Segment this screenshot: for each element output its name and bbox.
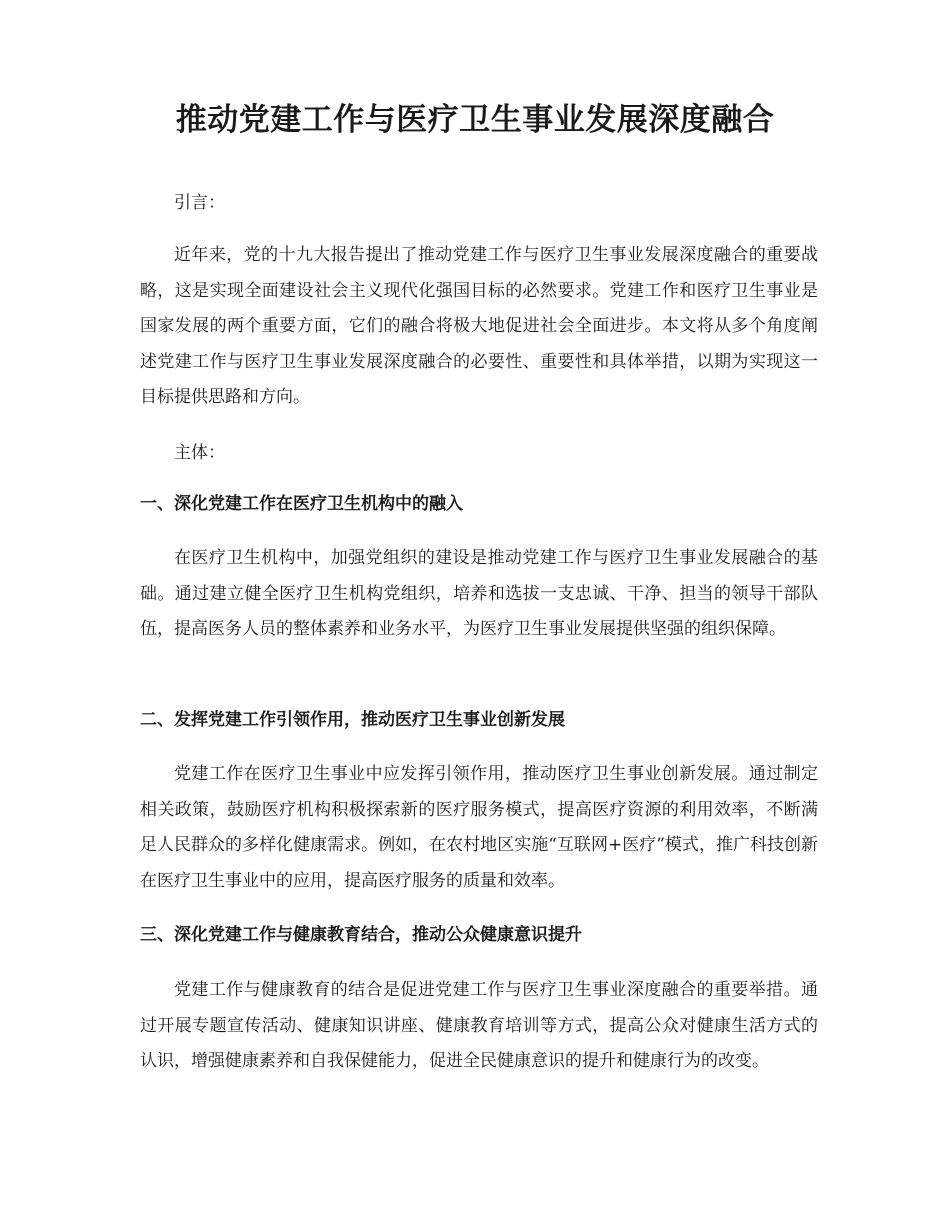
intro-paragraph: 近年来，党的十九大报告提出了推动党建工作与医疗卫生事业发展深度融合的重要战略，这是实现全面建设社会主义现代化强国目标的必然要求。党建工作和医疗卫生事业是国家发展的两个重要方面，它们的融合将极大地促进社会全面进步。本文将从多个角度阐述党建工作与医疗卫生事业发展深度融合的必要性、重要性和具体举措，以期为实现这一目标提供思路和方向。 bbox=[140, 245, 818, 407]
document-title: 推动党建工作与医疗卫生事业发展深度融合 bbox=[175, 102, 775, 138]
section-heading-2: 二、发挥党建工作引领作用，推动医疗卫生事业创新发展 bbox=[140, 710, 565, 730]
intro-label: 引言： bbox=[174, 193, 225, 213]
section-heading-3: 三、深化党建工作与健康教育结合，推动公众健康意识提升 bbox=[140, 925, 582, 945]
section-paragraph-1: 在医疗卫生机构中，加强党组织的建设是推动党建工作与医疗卫生事业发展融合的基础。通过建立健全医疗卫生机构党组织，培养和选拔一支忠诚、干净、担当的领导干部队伍，提高医务人员的整体素养和业务水平，为医疗卫生事业发展提供坚强的组织保障。 bbox=[140, 548, 818, 639]
section-paragraph-3: 党建工作与健康教育的结合是促进党建工作与医疗卫生事业深度融合的重要举措。通过开展专题宣传活动、健康知识讲座、健康教育培训等方式，提高公众对健康生活方式的认识，增强健康素养和自我保健能力，促进全民健康意识的提升和健康行为的改变。 bbox=[140, 980, 818, 1071]
body-label: 主体： bbox=[174, 443, 225, 463]
section-heading-1: 一、深化党建工作在医疗卫生机构中的融入 bbox=[140, 494, 463, 514]
section-paragraph-2: 党建工作在医疗卫生事业中应发挥引领作用，推动医疗卫生事业创新发展。通过制定相关政策，鼓励医疗机构积极探索新的医疗服务模式，提高医疗资源的利用效率，不断满足人民群众的多样化健康需求。例如，在农村地区实施“互联网+医疗”模式，推广科技创新在医疗卫生事业中的应用，提高医疗服务的质量和效率。 bbox=[140, 764, 818, 891]
